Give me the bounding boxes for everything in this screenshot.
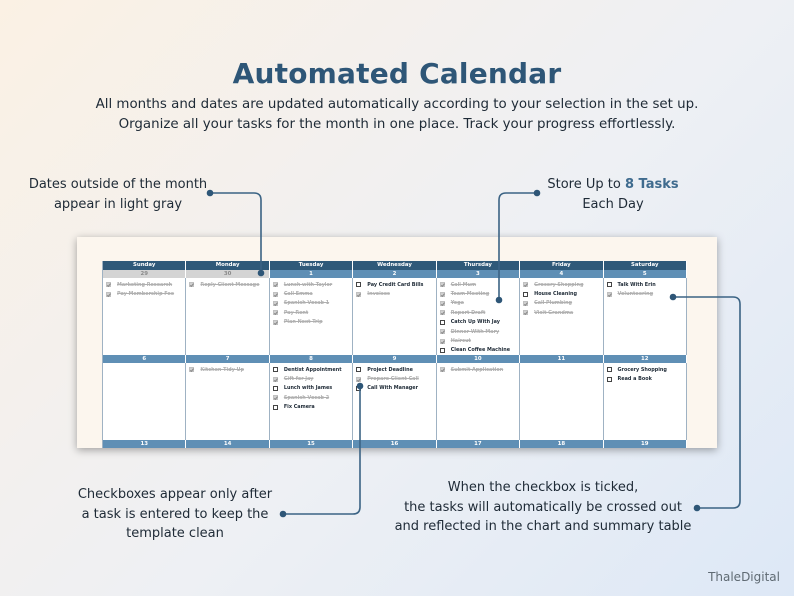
- weekday-header: Thursday: [437, 261, 520, 270]
- note-line: template clean: [126, 526, 224, 541]
- note-line: When the checkbox is ticked,: [447, 480, 639, 495]
- task-label: Yoga: [450, 300, 464, 307]
- date-cell: 9: [353, 355, 436, 363]
- date-cell: 4: [520, 270, 603, 278]
- connector-dot: [670, 294, 677, 301]
- task-label: Talk With Erin: [617, 281, 656, 288]
- brand-name: ThaleDigital: [708, 570, 780, 584]
- subtitle-line: Organize all your tasks for the month in one place. Track your progress effortlessly.: [118, 117, 676, 132]
- note-highlight: 8 Tasks: [624, 177, 679, 192]
- date-cell: 5: [604, 270, 687, 278]
- weekday-header: Wednesday: [353, 261, 436, 270]
- task-label: Call Mum: [450, 281, 477, 288]
- task-label: Lunch with James: [283, 385, 333, 392]
- date-cell: 17: [437, 440, 520, 448]
- date-cell: 7: [186, 355, 269, 363]
- task-label: Dinner With Mary: [450, 328, 500, 335]
- task-label: Visit Grandma: [534, 309, 574, 316]
- note-line: Dates outside of the month: [28, 177, 208, 192]
- connector-dot: [258, 270, 265, 277]
- date-cell: 3: [437, 270, 520, 278]
- note-line: the tasks will automatically be crossed out: [404, 499, 682, 515]
- task-label: Fix Camera: [283, 404, 315, 411]
- task-label: Catch Up With Jay: [450, 319, 500, 326]
- task-label: Spanish Vocab 1: [283, 300, 330, 307]
- task-label: Grocery Shopping: [534, 281, 584, 288]
- task-label: Dentist Appointment: [283, 366, 342, 373]
- task-label: Call Emma: [283, 291, 313, 298]
- task-label: Grocery Shopping: [617, 366, 667, 373]
- page-title: Automated Calendar: [232, 57, 562, 90]
- date-cell: 8: [270, 355, 353, 363]
- date-cell: 6: [103, 355, 186, 363]
- task-label: Call Plumbing: [534, 300, 573, 307]
- note-line: appear in light gray: [53, 196, 183, 212]
- date-cell: 19: [604, 440, 687, 448]
- date-cell: 16: [353, 440, 436, 448]
- connector-dot: [280, 511, 287, 518]
- task-label: Reply Client Message: [200, 281, 260, 288]
- task-label: Volunteering: [617, 291, 654, 298]
- note-line: Each Day: [582, 196, 644, 212]
- connector-dot: [357, 383, 364, 390]
- task-label: Clean Coffee Machine: [450, 347, 511, 354]
- weekday-header: Monday: [186, 261, 269, 270]
- task-label: Report Draft: [450, 309, 486, 316]
- note-line: a task is entered to keep the: [81, 506, 269, 522]
- date-cell: 11: [520, 355, 603, 363]
- weekday-header: Sunday: [103, 261, 186, 270]
- connector-store-tasks: [499, 193, 537, 300]
- note-line: and reflected in the chart and summary table: [394, 519, 692, 534]
- task-label: House Cleaning: [534, 291, 577, 298]
- subtitle-line: All months and dates are updated automatically according to your selection in the set up.: [95, 97, 699, 112]
- task-label: Submit Application: [450, 366, 504, 373]
- connector-dot: [496, 297, 503, 304]
- task-label: Team Meeting: [450, 291, 490, 298]
- note-line: Checkboxes appear only after: [77, 487, 273, 502]
- connector-dot: [207, 190, 214, 197]
- outside-date-cell: 29: [103, 270, 186, 278]
- task-label: Invoices: [367, 291, 390, 298]
- date-cell: 18: [520, 440, 603, 448]
- task-label: Pay Rent: [283, 309, 309, 316]
- weekday-header: Tuesday: [270, 261, 353, 270]
- date-cell: 14: [186, 440, 269, 448]
- task-label: Pay Membership Fee: [117, 291, 175, 298]
- outside-date-cell: 30: [186, 270, 269, 278]
- date-cell: 1: [270, 270, 353, 278]
- weekday-header: Friday: [520, 261, 603, 270]
- date-cell: 13: [103, 440, 186, 448]
- date-cell: 15: [270, 440, 353, 448]
- task-label: Gift for Jay: [283, 376, 314, 383]
- task-label: Lunch with Taylor: [283, 281, 333, 288]
- task-label: Spanish Vocab 2: [283, 394, 330, 401]
- task-label: Plan Next Trip: [283, 319, 323, 326]
- task-label: Pay Credit Card Bills: [367, 281, 424, 288]
- date-cell: 2: [353, 270, 436, 278]
- task-label: Kitchen Tidy Up: [200, 366, 244, 373]
- connector-ticked: [673, 297, 740, 508]
- connector-checkboxes: [283, 386, 360, 514]
- task-label: Read a Book: [617, 376, 652, 383]
- task-label: Project Deadline: [367, 366, 413, 373]
- connector-outside-dates: [210, 193, 261, 273]
- connector-dot: [534, 190, 541, 197]
- task-label: Marketing Research: [117, 281, 173, 288]
- date-cell: 10: [437, 355, 520, 363]
- task-label: Prepare Client Call: [367, 376, 419, 383]
- task-label: Haircut: [450, 338, 471, 345]
- date-cell: 12: [604, 355, 687, 363]
- task-label: Call With Manager: [367, 385, 418, 392]
- note-text: Store Up to: [547, 177, 625, 192]
- weekday-header: Saturday: [604, 261, 687, 270]
- connector-dot: [694, 505, 701, 512]
